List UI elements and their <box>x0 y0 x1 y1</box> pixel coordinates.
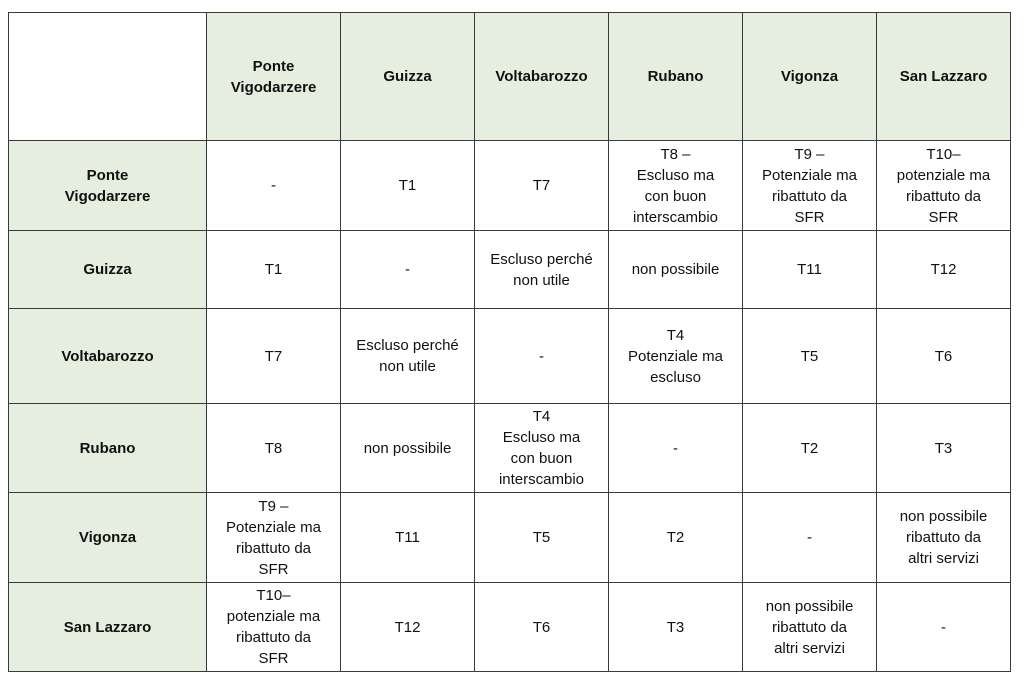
table-row <box>9 583 1011 672</box>
table-cell: T7 <box>475 141 609 231</box>
table-cell: - <box>341 231 475 309</box>
col-header-rubano: Rubano <box>609 13 743 141</box>
table-cell: T5 <box>743 309 877 404</box>
table-cell: Escluso perché non utile <box>341 309 475 404</box>
table-cell: T1 <box>207 231 341 309</box>
table-cell: non possibile <box>609 231 743 309</box>
row-header-vigonza: Vigonza <box>9 493 207 583</box>
table-cell: T1 <box>341 141 475 231</box>
table-cell: T6 <box>475 583 609 672</box>
table-cell: T7 <box>207 309 341 404</box>
col-header-voltabarozzo: Voltabarozzo <box>475 13 609 141</box>
row-header-san-lazzaro: San Lazzaro <box>9 583 207 672</box>
table-cell: T11 <box>743 231 877 309</box>
corner-cell <box>9 13 207 141</box>
table-row <box>9 231 1011 309</box>
table-cell: T11 <box>341 493 475 583</box>
table-cell: T10– potenziale ma ribattuto da SFR <box>877 141 1011 231</box>
table-cell: - <box>207 141 341 231</box>
row-header-ponte-vigodarzere: Ponte Vigodarzere <box>9 141 207 231</box>
row-header-guizza: Guizza <box>9 231 207 309</box>
row-header-voltabarozzo: Voltabarozzo <box>9 309 207 404</box>
table-cell: T5 <box>475 493 609 583</box>
table-cell: Escluso perché non utile <box>475 231 609 309</box>
table-cell: - <box>877 583 1011 672</box>
col-header-ponte-vigodarzere: Ponte Vigodarzere <box>207 13 341 141</box>
col-header-guizza: Guizza <box>341 13 475 141</box>
table-cell: T3 <box>877 404 1011 493</box>
table-cell: T8 <box>207 404 341 493</box>
table-cell: T4 Potenziale ma escluso <box>609 309 743 404</box>
table-cell: T2 <box>609 493 743 583</box>
table-cell: non possibile ribattuto da altri servizi <box>877 493 1011 583</box>
table-cell: T2 <box>743 404 877 493</box>
table-row <box>9 493 1011 583</box>
table-cell: T9 – Potenziale ma ribattuto da SFR <box>743 141 877 231</box>
table-row <box>9 141 1011 231</box>
table-cell: non possibile ribattuto da altri servizi <box>743 583 877 672</box>
table-cell: - <box>609 404 743 493</box>
table-cell: - <box>475 309 609 404</box>
table-row <box>9 309 1011 404</box>
table-cell: T4 Escluso ma con buon interscambio <box>475 404 609 493</box>
table-cell: T10– potenziale ma ribattuto da SFR <box>207 583 341 672</box>
col-header-san-lazzaro: San Lazzaro <box>877 13 1011 141</box>
table-cell: T12 <box>877 231 1011 309</box>
table-cell: T6 <box>877 309 1011 404</box>
table-cell: T3 <box>609 583 743 672</box>
connections-matrix-table <box>8 12 1011 672</box>
table-cell: - <box>743 493 877 583</box>
row-header-rubano: Rubano <box>9 404 207 493</box>
table-cell: non possibile <box>341 404 475 493</box>
header-row <box>9 13 1011 141</box>
table-cell: T9 – Potenziale ma ribattuto da SFR <box>207 493 341 583</box>
col-header-vigonza: Vigonza <box>743 13 877 141</box>
table-row <box>9 404 1011 493</box>
table-cell: T8 – Escluso ma con buon interscambio <box>609 141 743 231</box>
table-cell: T12 <box>341 583 475 672</box>
